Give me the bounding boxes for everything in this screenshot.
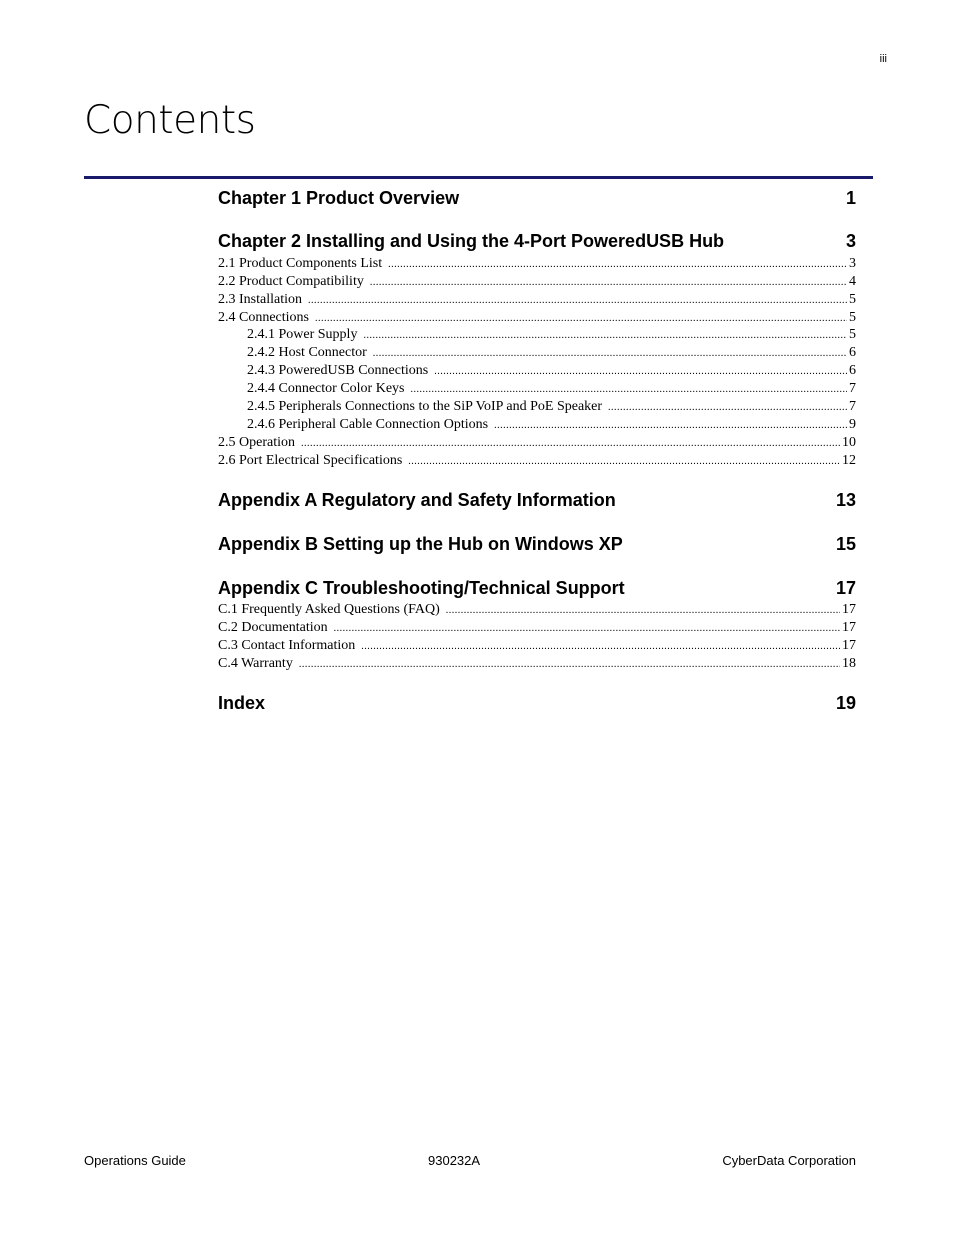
toc-section-entry[interactable] <box>218 327 856 345</box>
toc-entry-label: 2.4.6 Peripheral Cable Connection Options <box>247 417 489 432</box>
page-title: Contents <box>84 98 256 143</box>
dot-leader <box>373 348 847 359</box>
dot-leader <box>434 366 847 377</box>
toc-entry-page: 5 <box>849 310 856 325</box>
toc-section-entry[interactable] <box>218 638 856 656</box>
toc-entry-label: Chapter 1 Product Overview <box>218 188 460 208</box>
toc-entry-label: 2.4.3 PoweredUSB Connections <box>247 363 429 378</box>
toc-entry-label: C.1 Frequently Asked Questions (FAQ) <box>218 602 440 617</box>
toc-entry-page: 15 <box>835 534 856 554</box>
dot-leader <box>308 295 847 306</box>
toc-entry-page: 13 <box>835 490 856 510</box>
toc-section-entry[interactable] <box>218 453 856 471</box>
toc-entry-page: 6 <box>849 363 856 378</box>
toc-section-entry[interactable] <box>218 381 856 399</box>
toc-chapter-entry[interactable] <box>218 231 856 253</box>
toc-entry-label: 2.6 Port Electrical Specifications <box>218 453 403 468</box>
toc-chapter-entry[interactable] <box>218 534 856 556</box>
toc-section-entry[interactable] <box>218 656 856 674</box>
toc-entry-page: 12 <box>842 453 856 468</box>
dot-leader <box>494 420 847 431</box>
toc-entry-page: 6 <box>849 345 856 360</box>
toc-entry-label: 2.4.2 Host Connector <box>247 345 367 360</box>
toc-entry-label: 2.5 Operation <box>218 435 295 450</box>
toc-entry-page: 7 <box>849 399 856 414</box>
toc-section-entry[interactable] <box>218 256 856 274</box>
toc-entry-page: 3 <box>845 231 856 251</box>
toc-entry-page: 1 <box>845 188 856 208</box>
toc-entry-label: 2.4 Connections <box>218 310 309 325</box>
dot-leader <box>388 259 847 270</box>
toc-entry-page: 17 <box>842 602 856 617</box>
toc-entry-page: 3 <box>849 256 856 271</box>
toc-entry-page: 9 <box>849 417 856 432</box>
toc-section-entry[interactable] <box>218 363 856 381</box>
toc-section-entry[interactable] <box>218 602 856 620</box>
dot-leader <box>608 402 847 413</box>
footer-center: 930232A <box>428 1153 481 1168</box>
toc-entry-page: 17 <box>842 638 856 653</box>
toc-entry-label: 2.1 Product Components List <box>218 256 383 271</box>
dot-leader <box>446 605 840 616</box>
toc-section-entry[interactable] <box>218 399 856 417</box>
toc-entry-page: 17 <box>835 578 856 598</box>
toc-entry-page: 19 <box>835 693 856 713</box>
toc-chapter-entry[interactable] <box>218 490 856 512</box>
toc-entry-label: C.4 Warranty <box>218 656 293 671</box>
toc-chapter-entry[interactable] <box>218 188 856 210</box>
toc-chapter-entry[interactable] <box>218 693 856 715</box>
toc-entry-label: 2.2 Product Compatibility <box>218 274 364 289</box>
toc-section-entry[interactable] <box>218 345 856 363</box>
toc-entry-page: 18 <box>842 656 856 671</box>
toc-section-entry[interactable] <box>218 274 856 292</box>
toc-section-entry[interactable] <box>218 417 856 435</box>
toc-section-entry[interactable] <box>218 620 856 638</box>
dot-leader <box>363 330 847 341</box>
toc-entry-page: 5 <box>849 292 856 307</box>
toc-entry-page: 17 <box>842 620 856 635</box>
toc-entry-label: 2.4.1 Power Supply <box>247 327 358 342</box>
toc-entry-page: 4 <box>849 274 856 289</box>
dot-leader <box>299 659 840 670</box>
toc-entry-label: 2.3 Installation <box>218 292 302 307</box>
footer-left: Operations Guide <box>84 1153 186 1168</box>
toc-entry-page: 7 <box>849 381 856 396</box>
toc-entry-page: 5 <box>849 327 856 342</box>
toc-section-entry[interactable] <box>218 292 856 310</box>
footer-right: CyberData Corporation <box>722 1153 856 1168</box>
toc-entry-label: Appendix C Troubleshooting/Technical Support <box>218 578 625 598</box>
dot-leader <box>301 438 840 449</box>
toc-section-entry[interactable] <box>218 310 856 328</box>
page-number: iii <box>879 53 887 65</box>
toc-chapter-entry[interactable] <box>218 578 856 600</box>
dot-leader <box>361 641 840 652</box>
toc-entry-label: 2.4.5 Peripherals Connections to the SiP VoIP and PoE Speaker <box>247 399 603 414</box>
dot-leader <box>334 623 840 634</box>
toc-entry-label: 2.4.4 Connector Color Keys <box>247 381 405 396</box>
dot-leader <box>315 313 847 324</box>
title-rule <box>84 176 873 179</box>
toc-entry-label: C.3 Contact Information <box>218 638 356 653</box>
dot-leader <box>408 456 840 467</box>
toc-entry-label: Chapter 2 Installing and Using the 4-Port PoweredUSB Hub <box>218 231 725 251</box>
toc-section-entry[interactable] <box>218 435 856 453</box>
toc-entry-label: C.2 Documentation <box>218 620 328 635</box>
dot-leader <box>410 384 847 395</box>
toc-entry-label: Index <box>218 693 266 713</box>
toc-entry-page: 10 <box>842 435 856 450</box>
dot-leader <box>370 277 847 288</box>
toc-entry-label: Appendix A Regulatory and Safety Information <box>218 490 616 510</box>
toc-entry-label: Appendix B Setting up the Hub on Windows XP <box>218 534 623 554</box>
